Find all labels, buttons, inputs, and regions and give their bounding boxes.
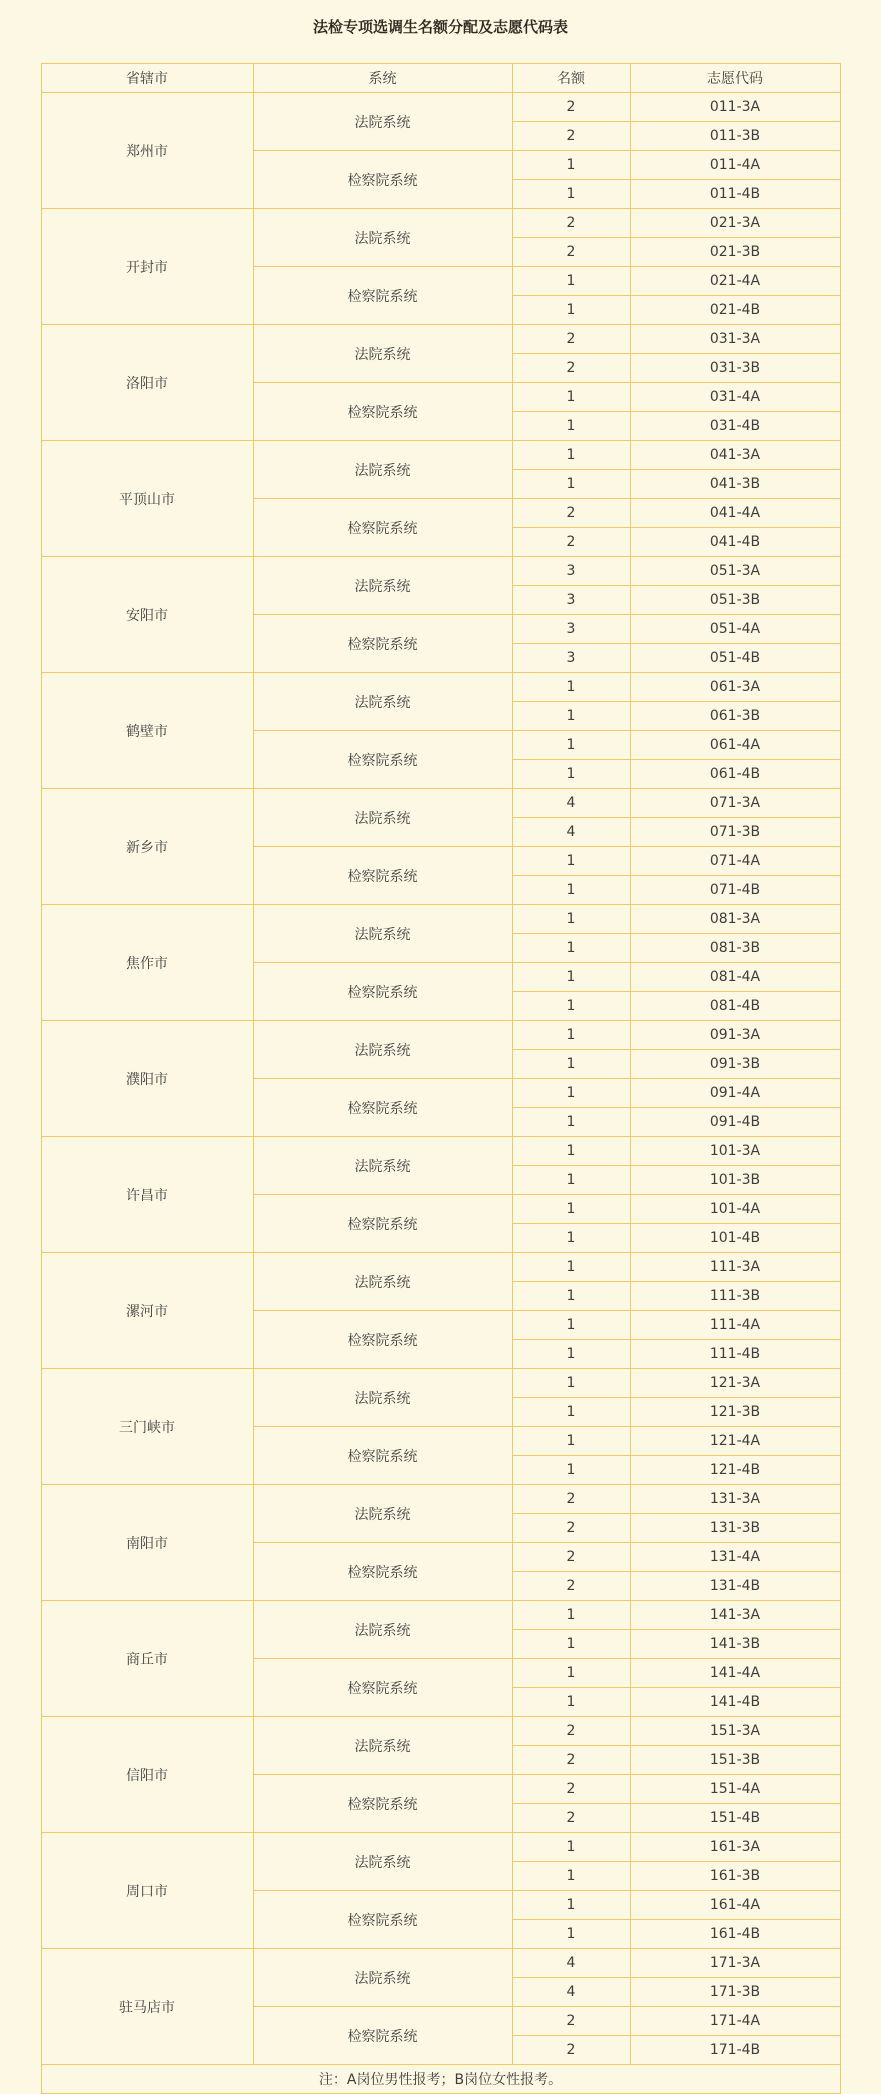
code-cell: 051-4B <box>630 644 840 673</box>
table-row <box>41 1485 840 1514</box>
city-cell: 信阳市 <box>41 1717 253 1833</box>
quota-cell: 4 <box>512 818 630 847</box>
code-cell: 041-3A <box>630 441 840 470</box>
city-cell: 安阳市 <box>41 557 253 673</box>
header-system: 系统 <box>253 64 512 93</box>
quota-cell: 1 <box>512 383 630 412</box>
quota-cell: 2 <box>512 2007 630 2036</box>
table-row <box>41 673 840 702</box>
code-cell: 161-3B <box>630 1862 840 1891</box>
table-row <box>41 1949 840 1978</box>
code-cell: 101-3B <box>630 1166 840 1195</box>
code-cell: 171-3B <box>630 1978 840 2007</box>
quota-cell: 1 <box>512 1659 630 1688</box>
system-cell: 法院系统 <box>253 441 512 499</box>
quota-cell: 1 <box>512 1688 630 1717</box>
code-cell: 151-4A <box>630 1775 840 1804</box>
quota-cell: 1 <box>512 1166 630 1195</box>
quota-cell: 1 <box>512 731 630 760</box>
quota-cell: 1 <box>512 1630 630 1659</box>
code-cell: 071-4A <box>630 847 840 876</box>
system-cell: 检察院系统 <box>253 1311 512 1369</box>
code-cell: 061-3A <box>630 673 840 702</box>
system-cell: 法院系统 <box>253 1949 512 2007</box>
quota-cell: 1 <box>512 963 630 992</box>
code-cell: 041-3B <box>630 470 840 499</box>
code-cell: 121-3B <box>630 1398 840 1427</box>
system-cell: 法院系统 <box>253 673 512 731</box>
code-cell: 121-4A <box>630 1427 840 1456</box>
system-cell: 法院系统 <box>253 1717 512 1775</box>
quota-cell: 2 <box>512 1543 630 1572</box>
city-cell: 三门峡市 <box>41 1369 253 1485</box>
quota-cell: 1 <box>512 1311 630 1340</box>
header-code: 志愿代码 <box>630 64 840 93</box>
quota-cell: 2 <box>512 1514 630 1543</box>
table-row <box>41 209 840 238</box>
system-cell: 法院系统 <box>253 93 512 151</box>
city-cell: 漯河市 <box>41 1253 253 1369</box>
code-cell: 101-4A <box>630 1195 840 1224</box>
quota-cell: 1 <box>512 1891 630 1920</box>
code-cell: 101-3A <box>630 1137 840 1166</box>
code-cell: 061-3B <box>630 702 840 731</box>
city-cell: 濮阳市 <box>41 1021 253 1137</box>
quota-cell: 1 <box>512 1456 630 1485</box>
code-cell: 111-4B <box>630 1340 840 1369</box>
city-cell: 商丘市 <box>41 1601 253 1717</box>
system-cell: 检察院系统 <box>253 1195 512 1253</box>
code-cell: 161-3A <box>630 1833 840 1862</box>
code-cell: 171-4B <box>630 2036 840 2065</box>
quota-cell: 1 <box>512 1079 630 1108</box>
quota-cell: 1 <box>512 673 630 702</box>
system-cell: 检察院系统 <box>253 615 512 673</box>
code-cell: 011-4B <box>630 180 840 209</box>
quota-cell: 1 <box>512 1340 630 1369</box>
header-row <box>41 64 840 93</box>
code-cell: 061-4A <box>630 731 840 760</box>
system-cell: 检察院系统 <box>253 963 512 1021</box>
system-cell: 检察院系统 <box>253 1891 512 1949</box>
quota-cell: 2 <box>512 528 630 557</box>
city-cell: 驻马店市 <box>41 1949 253 2065</box>
code-cell: 051-4A <box>630 615 840 644</box>
system-cell: 法院系统 <box>253 905 512 963</box>
note-row <box>41 2065 840 2094</box>
code-cell: 141-3B <box>630 1630 840 1659</box>
code-cell: 171-3A <box>630 1949 840 1978</box>
table-row <box>41 1601 840 1630</box>
quota-cell: 4 <box>512 1949 630 1978</box>
quota-cell: 1 <box>512 1224 630 1253</box>
quota-cell: 1 <box>512 151 630 180</box>
quota-cell: 1 <box>512 1398 630 1427</box>
code-cell: 131-3B <box>630 1514 840 1543</box>
quota-cell: 1 <box>512 1920 630 1949</box>
quota-cell: 2 <box>512 1485 630 1514</box>
quota-cell: 2 <box>512 499 630 528</box>
quota-cell: 3 <box>512 586 630 615</box>
quota-cell: 1 <box>512 296 630 325</box>
quota-cell: 1 <box>512 1195 630 1224</box>
system-cell: 法院系统 <box>253 1021 512 1079</box>
table-row <box>41 1021 840 1050</box>
code-cell: 041-4B <box>630 528 840 557</box>
quota-cell: 1 <box>512 992 630 1021</box>
quota-cell: 3 <box>512 615 630 644</box>
system-cell: 法院系统 <box>253 1137 512 1195</box>
code-cell: 111-4A <box>630 1311 840 1340</box>
code-cell: 051-3A <box>630 557 840 586</box>
quota-cell: 2 <box>512 1746 630 1775</box>
system-cell: 检察院系统 <box>253 1427 512 1485</box>
code-cell: 081-4B <box>630 992 840 1021</box>
code-cell: 061-4B <box>630 760 840 789</box>
city-cell: 开封市 <box>41 209 253 325</box>
table-note: 注：A岗位男性报考；B岗位女性报考。 <box>41 2065 840 2094</box>
code-cell: 011-3B <box>630 122 840 151</box>
system-cell: 检察院系统 <box>253 1659 512 1717</box>
quota-cell: 1 <box>512 760 630 789</box>
system-cell: 法院系统 <box>253 789 512 847</box>
quota-cell: 2 <box>512 209 630 238</box>
table-body <box>41 93 840 2065</box>
quota-cell: 2 <box>512 122 630 151</box>
city-cell: 郑州市 <box>41 93 253 209</box>
code-cell: 151-3B <box>630 1746 840 1775</box>
quota-cell: 2 <box>512 93 630 122</box>
quota-cell: 3 <box>512 644 630 673</box>
quota-cell: 1 <box>512 412 630 441</box>
system-cell: 法院系统 <box>253 1369 512 1427</box>
city-cell: 许昌市 <box>41 1137 253 1253</box>
code-cell: 141-4A <box>630 1659 840 1688</box>
code-cell: 091-3B <box>630 1050 840 1079</box>
system-cell: 检察院系统 <box>253 1775 512 1833</box>
quota-cell: 1 <box>512 1833 630 1862</box>
system-cell: 检察院系统 <box>253 383 512 441</box>
quota-cell: 2 <box>512 1775 630 1804</box>
code-cell: 091-4A <box>630 1079 840 1108</box>
table-row <box>41 441 840 470</box>
header-city: 省辖市 <box>41 64 253 93</box>
quota-cell: 4 <box>512 1978 630 2007</box>
quota-cell: 1 <box>512 1253 630 1282</box>
code-cell: 171-4A <box>630 2007 840 2036</box>
code-cell: 151-4B <box>630 1804 840 1833</box>
quota-table <box>41 63 841 2094</box>
quota-cell: 2 <box>512 238 630 267</box>
system-cell: 法院系统 <box>253 1253 512 1311</box>
code-cell: 081-4A <box>630 963 840 992</box>
city-cell: 平顶山市 <box>41 441 253 557</box>
quota-cell: 3 <box>512 557 630 586</box>
quota-cell: 1 <box>512 1282 630 1311</box>
system-cell: 检察院系统 <box>253 847 512 905</box>
system-cell: 检察院系统 <box>253 1079 512 1137</box>
code-cell: 081-3A <box>630 905 840 934</box>
quota-cell: 1 <box>512 702 630 731</box>
page-title: 法检专项选调生名额分配及志愿代码表 <box>312 18 568 36</box>
quota-cell: 2 <box>512 325 630 354</box>
code-cell: 021-3B <box>630 238 840 267</box>
quota-cell: 1 <box>512 876 630 905</box>
system-cell: 法院系统 <box>253 1833 512 1891</box>
table-row <box>41 905 840 934</box>
quota-cell: 2 <box>512 1717 630 1746</box>
code-cell: 141-4B <box>630 1688 840 1717</box>
code-cell: 091-4B <box>630 1108 840 1137</box>
code-cell: 111-3B <box>630 1282 840 1311</box>
system-cell: 法院系统 <box>253 1601 512 1659</box>
code-cell: 081-3B <box>630 934 840 963</box>
city-cell: 南阳市 <box>41 1485 253 1601</box>
quota-cell: 2 <box>512 2036 630 2065</box>
quota-cell: 1 <box>512 441 630 470</box>
code-cell: 031-3A <box>630 325 840 354</box>
code-cell: 131-3A <box>630 1485 840 1514</box>
quota-cell: 2 <box>512 1804 630 1833</box>
quota-cell: 2 <box>512 1572 630 1601</box>
quota-cell: 1 <box>512 267 630 296</box>
code-cell: 021-3A <box>630 209 840 238</box>
quota-cell: 1 <box>512 1601 630 1630</box>
code-cell: 071-3B <box>630 818 840 847</box>
city-cell: 洛阳市 <box>41 325 253 441</box>
quota-cell: 1 <box>512 905 630 934</box>
table-row <box>41 789 840 818</box>
code-cell: 031-4B <box>630 412 840 441</box>
system-cell: 检察院系统 <box>253 499 512 557</box>
system-cell: 法院系统 <box>253 325 512 383</box>
code-cell: 151-3A <box>630 1717 840 1746</box>
quota-cell: 1 <box>512 470 630 499</box>
code-cell: 031-3B <box>630 354 840 383</box>
quota-cell: 1 <box>512 1050 630 1079</box>
code-cell: 161-4A <box>630 1891 840 1920</box>
table-row <box>41 1253 840 1282</box>
quota-cell: 1 <box>512 934 630 963</box>
code-cell: 011-3A <box>630 93 840 122</box>
city-cell: 新乡市 <box>41 789 253 905</box>
code-cell: 131-4B <box>630 1572 840 1601</box>
city-cell: 周口市 <box>41 1833 253 1949</box>
quota-cell: 1 <box>512 1137 630 1166</box>
header-quota: 名额 <box>512 64 630 93</box>
code-cell: 121-4B <box>630 1456 840 1485</box>
system-cell: 法院系统 <box>253 557 512 615</box>
code-cell: 011-4A <box>630 151 840 180</box>
code-cell: 161-4B <box>630 1920 840 1949</box>
table-row <box>41 1137 840 1166</box>
system-cell: 检察院系统 <box>253 267 512 325</box>
quota-cell: 4 <box>512 789 630 818</box>
table-row <box>41 1717 840 1746</box>
code-cell: 071-4B <box>630 876 840 905</box>
table-row <box>41 1369 840 1398</box>
city-cell: 焦作市 <box>41 905 253 1021</box>
code-cell: 091-3A <box>630 1021 840 1050</box>
table-row <box>41 1833 840 1862</box>
system-cell: 检察院系统 <box>253 731 512 789</box>
code-cell: 101-4B <box>630 1224 840 1253</box>
code-cell: 071-3A <box>630 789 840 818</box>
code-cell: 021-4B <box>630 296 840 325</box>
quota-cell: 1 <box>512 1108 630 1137</box>
code-cell: 021-4A <box>630 267 840 296</box>
quota-cell: 1 <box>512 1369 630 1398</box>
code-cell: 051-3B <box>630 586 840 615</box>
code-cell: 111-3A <box>630 1253 840 1282</box>
code-cell: 041-4A <box>630 499 840 528</box>
city-cell: 鹤壁市 <box>41 673 253 789</box>
quota-cell: 1 <box>512 847 630 876</box>
table-row <box>41 325 840 354</box>
quota-cell: 1 <box>512 1427 630 1456</box>
code-cell: 141-3A <box>630 1601 840 1630</box>
system-cell: 检察院系统 <box>253 2007 512 2065</box>
quota-cell: 2 <box>512 354 630 383</box>
code-cell: 131-4A <box>630 1543 840 1572</box>
quota-cell: 1 <box>512 1021 630 1050</box>
system-cell: 检察院系统 <box>253 1543 512 1601</box>
system-cell: 法院系统 <box>253 209 512 267</box>
code-cell: 031-4A <box>630 383 840 412</box>
system-cell: 检察院系统 <box>253 151 512 209</box>
table-row <box>41 557 840 586</box>
table-row <box>41 93 840 122</box>
system-cell: 法院系统 <box>253 1485 512 1543</box>
quota-cell: 1 <box>512 180 630 209</box>
quota-cell: 1 <box>512 1862 630 1891</box>
code-cell: 121-3A <box>630 1369 840 1398</box>
